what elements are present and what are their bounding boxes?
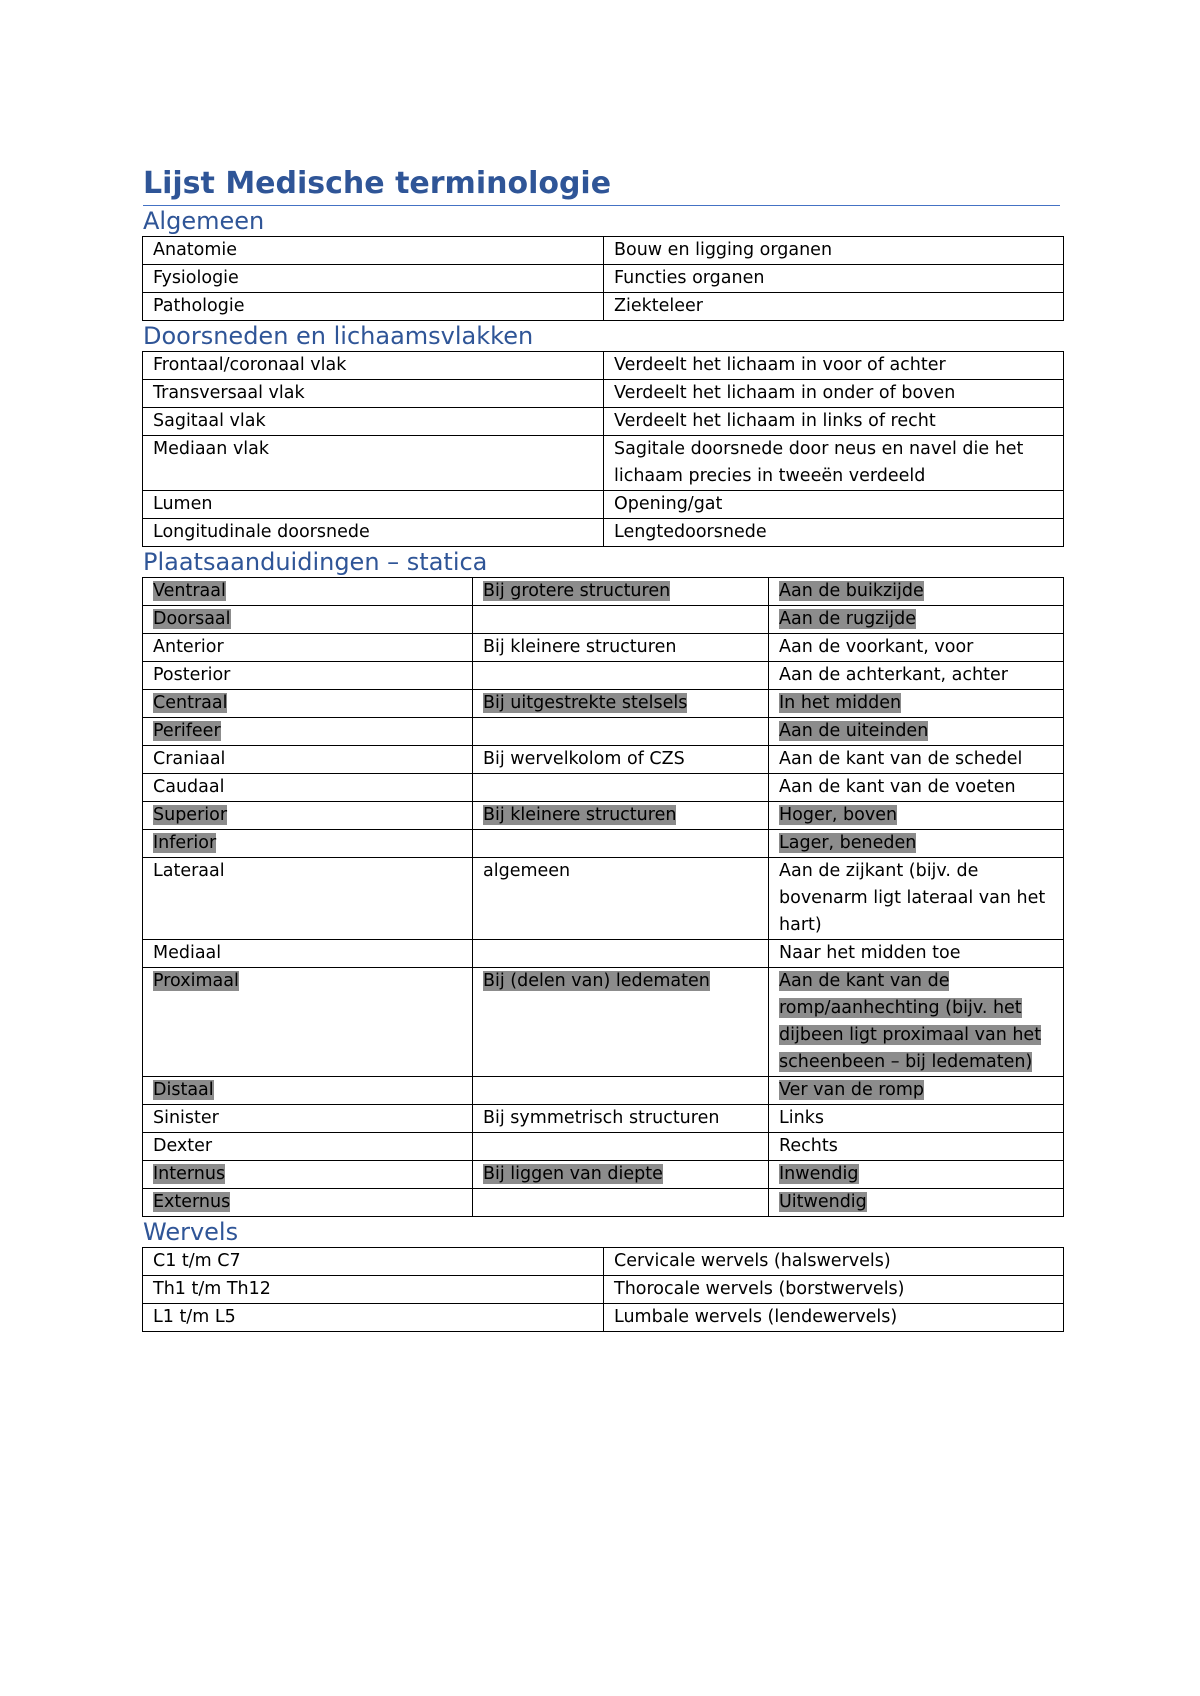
definition-cell-text: Thorocale wervels (borstwervels) xyxy=(614,1279,905,1299)
table-row xyxy=(143,858,1064,940)
term-cell xyxy=(143,1133,473,1161)
meaning-cell-text: Aan de voorkant, voor xyxy=(779,637,974,657)
context-cell-text: Bij kleinere structuren xyxy=(483,805,677,825)
term-cell-text: L1 t/m L5 xyxy=(153,1307,236,1327)
term-cell-text: Proximaal xyxy=(153,971,239,991)
term-cell xyxy=(143,1189,473,1217)
definition-cell-text: Lengtedoorsnede xyxy=(614,522,767,542)
term-cell-text: Sinister xyxy=(153,1108,219,1128)
context-cell xyxy=(473,1161,769,1189)
definition-cell-text: Lumbale wervels (lendewervels) xyxy=(614,1307,898,1327)
term-cell xyxy=(143,1161,473,1189)
table-row xyxy=(143,1189,1064,1217)
table-row xyxy=(143,491,1064,519)
table-row xyxy=(143,746,1064,774)
meaning-cell xyxy=(769,802,1064,830)
meaning-cell xyxy=(769,690,1064,718)
term-cell xyxy=(143,380,604,408)
table-row xyxy=(143,519,1064,547)
term-cell xyxy=(143,662,473,690)
term-cell-text: Posterior xyxy=(153,665,231,685)
definition-cell xyxy=(604,237,1064,265)
table-row xyxy=(143,1161,1064,1189)
term-cell-text: Externus xyxy=(153,1192,231,1212)
context-cell-text: Bij kleinere structuren xyxy=(483,637,677,657)
term-cell xyxy=(143,578,473,606)
term-cell xyxy=(143,1276,604,1304)
table-row xyxy=(143,830,1064,858)
table-row xyxy=(143,1105,1064,1133)
table-row xyxy=(143,1304,1064,1332)
term-cell xyxy=(143,968,473,1077)
context-cell xyxy=(473,774,769,802)
table-row xyxy=(143,380,1064,408)
context-cell xyxy=(473,578,769,606)
table-row xyxy=(143,1133,1064,1161)
term-cell xyxy=(143,1248,604,1276)
term-cell xyxy=(143,1077,473,1105)
meaning-cell xyxy=(769,662,1064,690)
definition-cell-text: Ziekteleer xyxy=(614,296,703,316)
context-cell-text: Bij (delen van) ledematen xyxy=(483,971,710,991)
table-row xyxy=(143,718,1064,746)
table-row xyxy=(143,940,1064,968)
term-cell xyxy=(143,1105,473,1133)
term-cell-text: Lateraal xyxy=(153,861,225,881)
context-cell xyxy=(473,690,769,718)
context-cell xyxy=(473,1189,769,1217)
meaning-cell-text: Ver van de romp xyxy=(779,1080,924,1100)
meaning-cell xyxy=(769,718,1064,746)
definition-cell xyxy=(604,1304,1064,1332)
table-row xyxy=(143,237,1064,265)
term-cell xyxy=(143,858,473,940)
table-row xyxy=(143,690,1064,718)
section-heading-algemeen: Algemeen xyxy=(143,207,265,235)
term-cell-text: Dexter xyxy=(153,1136,213,1156)
term-cell-text: Ventraal xyxy=(153,581,226,601)
definition-cell-text: Verdeelt het lichaam in onder of boven xyxy=(614,383,956,403)
meaning-cell xyxy=(769,606,1064,634)
meaning-cell-text: Uitwendig xyxy=(779,1192,867,1212)
meaning-cell xyxy=(769,634,1064,662)
term-cell-text: Sagitaal vlak xyxy=(153,411,266,431)
meaning-cell-text: Aan de zijkant (bijv. de bovenarm ligt lateraal van het hart) xyxy=(779,861,1046,935)
definition-cell xyxy=(604,293,1064,321)
context-cell-text: Bij uitgestrekte stelsels xyxy=(483,693,688,713)
term-cell xyxy=(143,718,473,746)
context-cell-text: Bij symmetrisch structuren xyxy=(483,1108,720,1128)
term-cell-text: Pathologie xyxy=(153,296,245,316)
table-row xyxy=(143,265,1064,293)
meaning-cell xyxy=(769,1189,1064,1217)
definition-cell-text: Sagitale doorsnede door neus en navel die het lichaam precies in tweeën verdeeld xyxy=(614,439,1024,486)
document-content xyxy=(143,165,1063,1332)
term-cell-text: Mediaal xyxy=(153,943,222,963)
meaning-cell-text: In het midden xyxy=(779,693,902,713)
term-cell-text: Inferior xyxy=(153,833,217,853)
definition-cell-text: Bouw en ligging organen xyxy=(614,240,833,260)
definition-cell xyxy=(604,1248,1064,1276)
definition-cell-text: Verdeelt het lichaam in voor of achter xyxy=(614,355,946,375)
meaning-cell-text: Aan de buikzijde xyxy=(779,581,924,601)
term-cell xyxy=(143,606,473,634)
context-cell xyxy=(473,718,769,746)
term-cell-text: Perifeer xyxy=(153,721,221,741)
meaning-cell xyxy=(769,968,1064,1077)
context-cell-text: Bij liggen van diepte xyxy=(483,1164,663,1184)
context-cell-text: Bij grotere structuren xyxy=(483,581,671,601)
context-cell xyxy=(473,830,769,858)
term-cell-text: Centraal xyxy=(153,693,228,713)
table-plaatsaanduidingen xyxy=(142,577,1064,1217)
meaning-cell xyxy=(769,940,1064,968)
definition-cell-text: Verdeelt het lichaam in links of recht xyxy=(614,411,936,431)
term-cell xyxy=(143,690,473,718)
definition-cell xyxy=(604,436,1064,491)
term-cell-text: Mediaan vlak xyxy=(153,439,270,459)
context-cell xyxy=(473,606,769,634)
term-cell xyxy=(143,830,473,858)
term-cell xyxy=(143,940,473,968)
meaning-cell xyxy=(769,1133,1064,1161)
term-cell xyxy=(143,491,604,519)
term-cell-text: Anterior xyxy=(153,637,224,657)
definition-cell xyxy=(604,408,1064,436)
term-cell-text: Th1 t/m Th12 xyxy=(153,1279,271,1299)
term-cell xyxy=(143,436,604,491)
term-cell xyxy=(143,265,604,293)
document-title: Lijst Medische terminologie xyxy=(143,165,1060,206)
context-cell xyxy=(473,1133,769,1161)
term-cell-text: Distaal xyxy=(153,1080,214,1100)
context-cell xyxy=(473,802,769,830)
table-row xyxy=(143,634,1064,662)
definition-cell-text: Cervicale wervels (halswervels) xyxy=(614,1251,891,1271)
definition-cell xyxy=(604,1276,1064,1304)
definition-cell xyxy=(604,265,1064,293)
meaning-cell-text: Aan de kant van de romp/aanhechting (bijv. het dijbeen ligt proximaal van het scheenbeen – bij ledematen) xyxy=(779,971,1042,1072)
table-row xyxy=(143,606,1064,634)
table-row xyxy=(143,774,1064,802)
term-cell-text: Transversaal vlak xyxy=(153,383,305,403)
context-cell xyxy=(473,662,769,690)
term-cell-text: Lumen xyxy=(153,494,213,514)
context-cell xyxy=(473,858,769,940)
definition-cell xyxy=(604,519,1064,547)
table-row xyxy=(143,436,1064,491)
definition-cell-text: Functies organen xyxy=(614,268,765,288)
table-row xyxy=(143,408,1064,436)
context-cell-text: algemeen xyxy=(483,861,571,881)
section-heading-doorsneden: Doorsneden en lichaamsvlakken xyxy=(143,322,534,350)
term-cell xyxy=(143,237,604,265)
definition-cell xyxy=(604,491,1064,519)
term-cell xyxy=(143,802,473,830)
definition-cell xyxy=(604,352,1064,380)
meaning-cell xyxy=(769,1161,1064,1189)
context-cell xyxy=(473,940,769,968)
term-cell xyxy=(143,1304,604,1332)
term-cell xyxy=(143,293,604,321)
meaning-cell xyxy=(769,578,1064,606)
meaning-cell-text: Aan de kant van de voeten xyxy=(779,777,1016,797)
meaning-cell-text: Aan de achterkant, achter xyxy=(779,665,1008,685)
meaning-cell-text: Lager, beneden xyxy=(779,833,917,853)
term-cell xyxy=(143,352,604,380)
meaning-cell xyxy=(769,858,1064,940)
meaning-cell-text: Aan de uiteinden xyxy=(779,721,929,741)
table-row xyxy=(143,968,1064,1077)
table-wervels xyxy=(142,1247,1064,1332)
meaning-cell-text: Rechts xyxy=(779,1136,838,1156)
context-cell xyxy=(473,1077,769,1105)
term-cell-text: Internus xyxy=(153,1164,226,1184)
table-row xyxy=(143,662,1064,690)
term-cell-text: Fysiologie xyxy=(153,268,239,288)
term-cell xyxy=(143,746,473,774)
meaning-cell-text: Aan de kant van de schedel xyxy=(779,749,1023,769)
term-cell xyxy=(143,408,604,436)
context-cell xyxy=(473,634,769,662)
meaning-cell-text: Links xyxy=(779,1108,824,1128)
definition-cell xyxy=(604,380,1064,408)
table-row xyxy=(143,578,1064,606)
term-cell-text: Superior xyxy=(153,805,228,825)
term-cell-text: Frontaal/coronaal vlak xyxy=(153,355,347,375)
meaning-cell xyxy=(769,1105,1064,1133)
table-doorsneden xyxy=(142,351,1064,547)
section-heading-plaatsaanduidingen: Plaatsaanduidingen – statica xyxy=(143,548,488,576)
term-cell-text: Doorsaal xyxy=(153,609,231,629)
term-cell xyxy=(143,634,473,662)
meaning-cell-text: Naar het midden toe xyxy=(779,943,961,963)
meaning-cell xyxy=(769,746,1064,774)
definition-cell-text: Opening/gat xyxy=(614,494,723,514)
table-row xyxy=(143,802,1064,830)
table-algemeen xyxy=(142,236,1064,321)
context-cell xyxy=(473,1105,769,1133)
table-row xyxy=(143,1276,1064,1304)
meaning-cell xyxy=(769,830,1064,858)
context-cell xyxy=(473,746,769,774)
section-heading-wervels: Wervels xyxy=(143,1218,239,1246)
context-cell-text: Bij wervelkolom of CZS xyxy=(483,749,685,769)
meaning-cell xyxy=(769,774,1064,802)
term-cell-text: Caudaal xyxy=(153,777,225,797)
table-row xyxy=(143,293,1064,321)
meaning-cell-text: Aan de rugzijde xyxy=(779,609,916,629)
term-cell-text: Craniaal xyxy=(153,749,226,769)
meaning-cell xyxy=(769,1077,1064,1105)
term-cell-text: Anatomie xyxy=(153,240,238,260)
meaning-cell-text: Inwendig xyxy=(779,1164,859,1184)
table-row xyxy=(143,1248,1064,1276)
context-cell xyxy=(473,968,769,1077)
term-cell xyxy=(143,519,604,547)
meaning-cell-text: Hoger, boven xyxy=(779,805,898,825)
term-cell-text: C1 t/m C7 xyxy=(153,1251,241,1271)
term-cell xyxy=(143,774,473,802)
table-row xyxy=(143,352,1064,380)
term-cell-text: Longitudinale doorsnede xyxy=(153,522,370,542)
table-row xyxy=(143,1077,1064,1105)
